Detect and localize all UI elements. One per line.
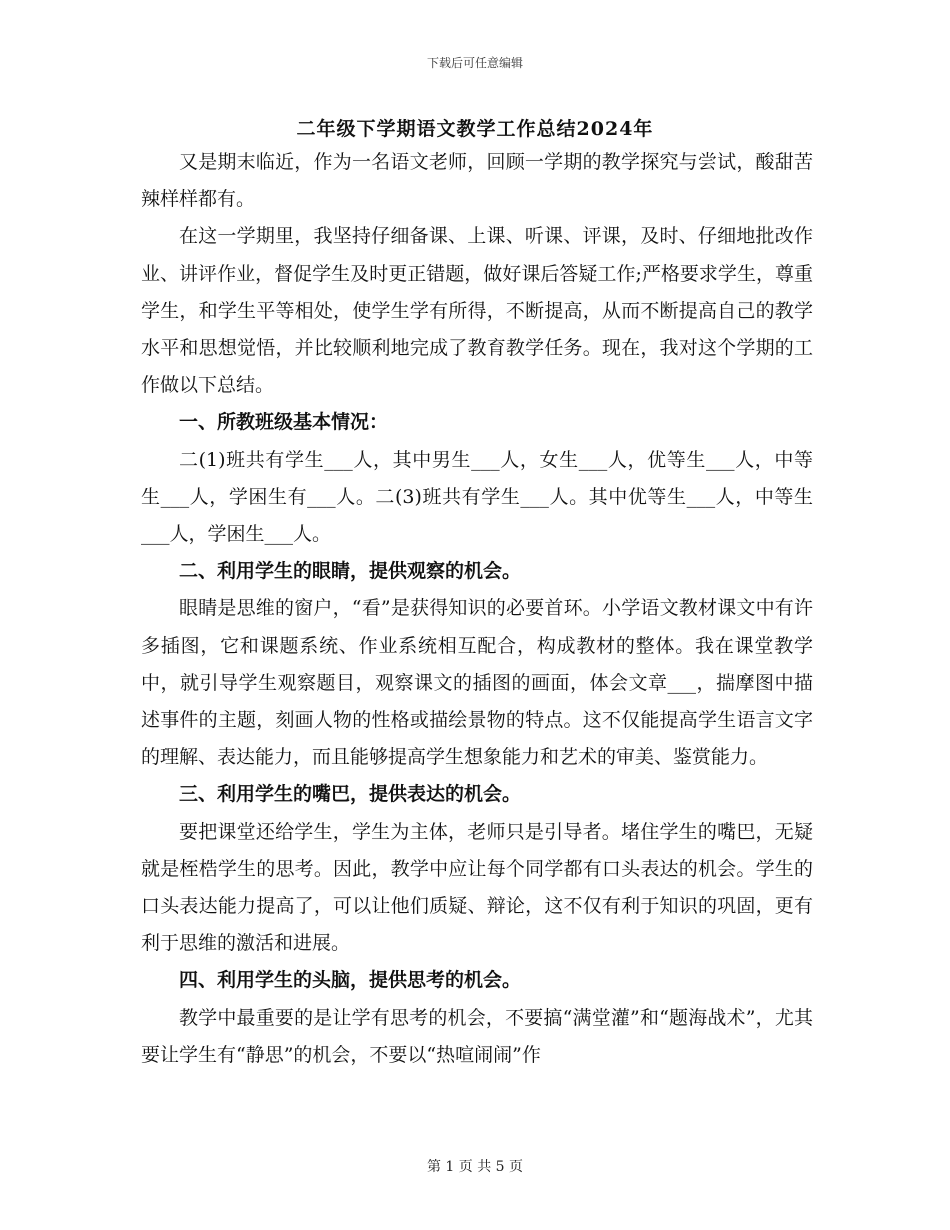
thinking-paragraph: 教学中最重要的是让学有思考的机会，不要搞“满堂灌”和“题海战术”，尤其要让学生有“静思”的机会，不要以“热喧闹闹”作 [141, 1006, 813, 1066]
document-body [141, 144, 813, 1074]
section-heading-thinking: 四、利用学生的头脑，提供思考的机会。 [179, 969, 522, 992]
section-heading-observation: 二、利用学生的眼睛，提供观察的机会。 [179, 560, 522, 583]
intro-paragraph: 又是期末临近，作为一名语文老师，回顾一学期的教学探究与尝试，酸甜苦辣样样都有。 [141, 151, 813, 211]
class-info-paragraph: 二(1)班共有学生___人，其中男生___人，女生___人，优等生___人，中等生___人，学困生有___人。二(3)班共有学生___人。其中优等生___人，中等生___人，学困生___人。 [141, 448, 813, 546]
observation-paragraph: 眼睛是思维的窗户，“看”是获得知识的必要首环。小学语文教材课文中有许多插图，它和课题系统、作业系统相互配合，构成教材的整体。我在课堂教学中，就引导学生观察题目，观察课文的插图的画面，体会文章___，揣摩图中描述事件的主题，刻画人物的性格或描绘景物的特点。这不仅能提高学生语言文字的理解、表达能力，而且能够提高学生想象能力和艺术的审美、鉴赏能力。 [141, 597, 813, 769]
page-header-note: 下载后可任意编辑 [426, 56, 523, 70]
section-heading-class-info: 一、所教班级基本情况： [179, 411, 389, 434]
expression-paragraph: 要把课堂还给学生，学生为主体，老师只是引导者。堵住学生的嘴巴，无疑就是桎梏学生的思考。因此，教学中应让每个同学都有口头表达的机会。学生的口头表达能力提高了，可以让他们质疑、辩论，这不仅有利于知识的巩固，更有利于思维的激活和进展。 [141, 820, 813, 955]
section-heading-expression: 三、利用学生的嘴巴，提供表达的机会。 [179, 783, 522, 806]
page-number-footer: 第 1 页 共 5 页 [426, 1159, 524, 1175]
document-title: 二年级下学期语文教学工作总结2024年 [296, 118, 654, 140]
work-overview-paragraph: 在这一学期里，我坚持仔细备课、上课、听课、评课，及时、仔细地批改作业、讲评作业，督促学生及时更正错题，做好课后答疑工作;严格要求学生，尊重学生，和学生平等相处，使学生学有所得，不断提高，从而不断提高自己的教学水平和思想觉悟，并比较顺利地完成了教育教学任务。现在，我对这个学期的工作做以下总结。 [141, 225, 813, 397]
